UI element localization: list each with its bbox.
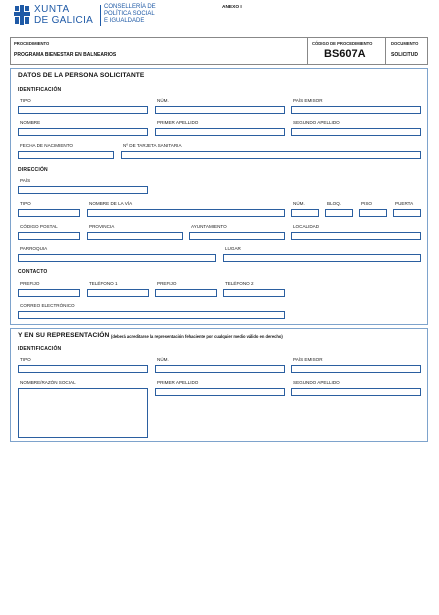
anexo-label: ANEXO I <box>222 5 242 10</box>
codigo-label: CÓDIGO DE PROCEDIMIENTO <box>312 41 373 46</box>
dept-line3: E IGUALDADE <box>104 18 145 24</box>
representative-note: (deberá acreditarse la representación fehaciente por cualquier medio válido en derecho) <box>111 334 283 339</box>
puerta-input[interactable] <box>393 209 421 217</box>
fecha-nacimiento-label: FECHA DE NACIMIENTO <box>20 143 74 148</box>
codigo-value: BS607A <box>324 48 366 60</box>
piso-input[interactable] <box>359 209 387 217</box>
segundo-apellido-input[interactable] <box>291 128 421 136</box>
rep-pais-emisor-input[interactable] <box>291 365 421 373</box>
provincia-input[interactable] <box>87 232 183 240</box>
dept-line1: CONSELLERÍA DE <box>104 4 156 10</box>
primer-apellido-label: PRIMER APELLIDO <box>157 120 199 125</box>
documento-label: DOCUMENTO <box>391 41 419 46</box>
rep-tipo-input[interactable] <box>18 365 148 373</box>
tipo-label: TIPO <box>20 98 31 103</box>
representative-identificacion-heading: IDENTIFICACIÓN <box>18 346 62 352</box>
representative-title: Y EN SU REPRESENTACIÓN <box>18 332 110 339</box>
rep-num-input[interactable] <box>155 365 285 373</box>
logo-line1: XUNTA <box>34 4 70 15</box>
lugar-label: LUGAR <box>225 246 241 251</box>
nombre-via-input[interactable] <box>87 209 285 217</box>
nombre-label: NOMBRE <box>20 120 41 125</box>
dept-line2: POLÍTICA SOCIAL <box>104 11 155 17</box>
direccion-heading: DIRECCIÓN <box>18 167 48 173</box>
tipo-via-input[interactable] <box>18 209 80 217</box>
pais-input[interactable] <box>18 186 148 194</box>
bloq-input[interactable] <box>325 209 353 217</box>
contacto-heading: CONTACTO <box>18 269 48 275</box>
parroquia-input[interactable] <box>18 254 216 262</box>
num-dir-label: NÚM. <box>293 201 305 206</box>
nombre-input[interactable] <box>18 128 148 136</box>
telefono2-input[interactable] <box>223 289 285 297</box>
pais-emisor-label: PAÍS EMISOR <box>293 98 323 103</box>
ayuntamiento-label: AYUNTAMIENTO <box>191 224 227 229</box>
procedure-divider-2 <box>385 37 386 65</box>
piso-label: PISO <box>361 201 372 206</box>
pais-emisor-input[interactable] <box>291 106 421 114</box>
primer-apellido-input[interactable] <box>155 128 285 136</box>
rep-num-label: NÚM. <box>157 357 169 362</box>
num-label: NÚM. <box>157 98 169 103</box>
rep-razon-social-input[interactable] <box>18 388 148 438</box>
nombre-via-label: NOMBRE DE LA VÍA <box>89 201 133 206</box>
rep-pais-emisor-label: PAÍS EMISOR <box>293 357 323 362</box>
xunta-logo <box>14 4 102 28</box>
prefijo1-input[interactable] <box>18 289 80 297</box>
prefijo2-label: PREFIJO <box>157 281 177 286</box>
rep-segundo-apellido-label: SEGUNDO APELLIDO <box>293 380 340 385</box>
rep-segundo-apellido-input[interactable] <box>291 388 421 396</box>
pais-label: PAÍS <box>20 178 31 183</box>
tarjeta-sanitaria-input[interactable] <box>121 151 421 159</box>
rep-razon-social-label: NOMBRE/RAZÓN SOCIAL <box>20 380 76 385</box>
codigo-postal-input[interactable] <box>18 232 80 240</box>
codigo-postal-label: CÓDIGO POSTAL <box>20 224 58 229</box>
correo-label: CORREO ELECTRÓNICO <box>20 303 75 308</box>
localidad-input[interactable] <box>291 232 421 240</box>
applicant-title: DATOS DE LA PERSONA SOLICITANTE <box>18 72 145 79</box>
fecha-nacimiento-input[interactable] <box>18 151 114 159</box>
puerta-label: PUERTA <box>395 201 414 206</box>
localidad-label: LOCALIDAD <box>293 224 320 229</box>
rep-primer-apellido-label: PRIMER APELLIDO <box>157 380 199 385</box>
procedimiento-label: PROCEDIMIENTO <box>14 41 50 46</box>
xunta-emblem-icon <box>14 5 30 25</box>
parroquia-label: PARROQUIA <box>20 246 48 251</box>
num-input[interactable] <box>155 106 285 114</box>
ayuntamiento-input[interactable] <box>189 232 285 240</box>
rep-primer-apellido-input[interactable] <box>155 388 285 396</box>
applicant-identificacion-heading: IDENTIFICACIÓN <box>18 87 62 93</box>
tarjeta-sanitaria-label: Nº DE TARJETA SANITARIA <box>123 143 182 148</box>
rep-tipo-label: TIPO <box>20 357 31 362</box>
procedimiento-value: PROGRAMA BIENESTAR EN BALNEARIOS <box>14 52 117 58</box>
logo-line2: DE GALICIA <box>34 15 94 26</box>
segundo-apellido-label: SEGUNDO APELLIDO <box>293 120 340 125</box>
documento-value: SOLICITUD <box>391 52 418 58</box>
num-dir-input[interactable] <box>291 209 319 217</box>
telefono2-label: TELÉFONO 2 <box>225 281 254 286</box>
prefijo2-input[interactable] <box>155 289 217 297</box>
lugar-input[interactable] <box>223 254 421 262</box>
tipo-input[interactable] <box>18 106 148 114</box>
correo-input[interactable] <box>18 311 285 319</box>
tipo-via-label: TIPO <box>20 201 31 206</box>
procedure-divider-1 <box>307 37 308 65</box>
telefono1-input[interactable] <box>87 289 149 297</box>
provincia-label: PROVINCIA <box>89 224 115 229</box>
prefijo1-label: PREFIJO <box>20 281 40 286</box>
logo-divider <box>100 5 101 26</box>
bloq-label: BLOQ. <box>327 201 342 206</box>
telefono1-label: TELÉFONO 1 <box>89 281 118 286</box>
